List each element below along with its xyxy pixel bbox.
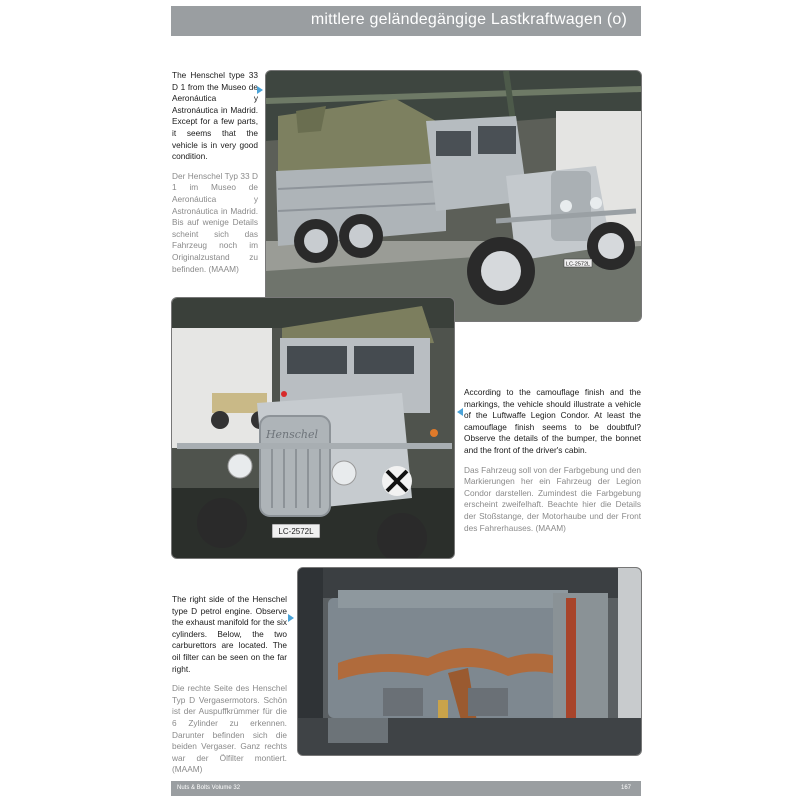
footer-publication: Nuts & Bolts Volume 32 [177,785,241,791]
page-number: 167 [620,785,631,791]
footer-bar [171,781,641,796]
caption-1 [172,70,258,275]
caption-1-pointer-icon [257,86,263,94]
photo-1-plate-text: LC-2572L [565,261,591,268]
photo-2-plate-text: LC-2572L [278,527,314,536]
caption-2-english: According to the camouflage finish and the markings, the vehicle should illustrate a vehicle of the Luftwaffe Legion Condor. At least the camouflage finish seems to be doubtful? Observe the details of the bumper, the bonnet and the front of the driver's cabin. [464,387,641,455]
caption-3-english: The right side of the Henschel type D petrol engine. Observe the exhaust manifold for the six cylinders. Below, the two carburettors are located. The oil filter can be seen on the far right. [172,594,287,674]
photo-engine [297,567,642,756]
truck-side-illustration [266,71,641,321]
caption-2 [464,387,641,534]
truck-front-illustration [172,298,454,558]
photo-truck-front [171,297,455,559]
engine-illustration [298,568,641,755]
page-title: mittlere geländegängige Lastkraftwagen (o) [310,11,627,28]
caption-1-german: Der Henschel Typ 33 D 1 im Museo de Aeronáutica y Astronáutica in Madrid. Bis auf wenige Details scheint sich das Fahrzeug noch im Originalzustand zu befinden. (MAAM) [172,170,258,274]
grille-script: Henschel [265,428,319,441]
caption-3 [172,594,287,776]
photo-truck-side [265,70,642,322]
caption-2-german: Das Fahrzeug soll von der Farbgebung und den Markierungen her ein Fahrzeug der Legion Condor darstellen. Zumindest die Farbgebung erscheint zweifelhaft. Beachte hier die Details der Stoßstange, der Motorhaube und der Front des Fahrerhauses. (MAAM) [464,464,641,533]
caption-2-pointer-icon [457,408,463,416]
caption-1-english: The Henschel type 33 D 1 from the Museo de Aeronáutica y Astronáutica in Madrid. Except for a few parts, it seems that the vehicle is in very good condition. [172,70,258,162]
caption-3-pointer-icon [288,614,294,622]
caption-3-german: Die rechte Seite des Henschel Typ D Vergasermotors. Schön ist der Auspuffkrümmer für die 6 Zylinder zu erkennen. Darunter befinden sich die beiden Vergaser. Ganz rechts war der Ölfilter montiert. (MAAM) [172,683,287,775]
header-bar [171,6,641,36]
